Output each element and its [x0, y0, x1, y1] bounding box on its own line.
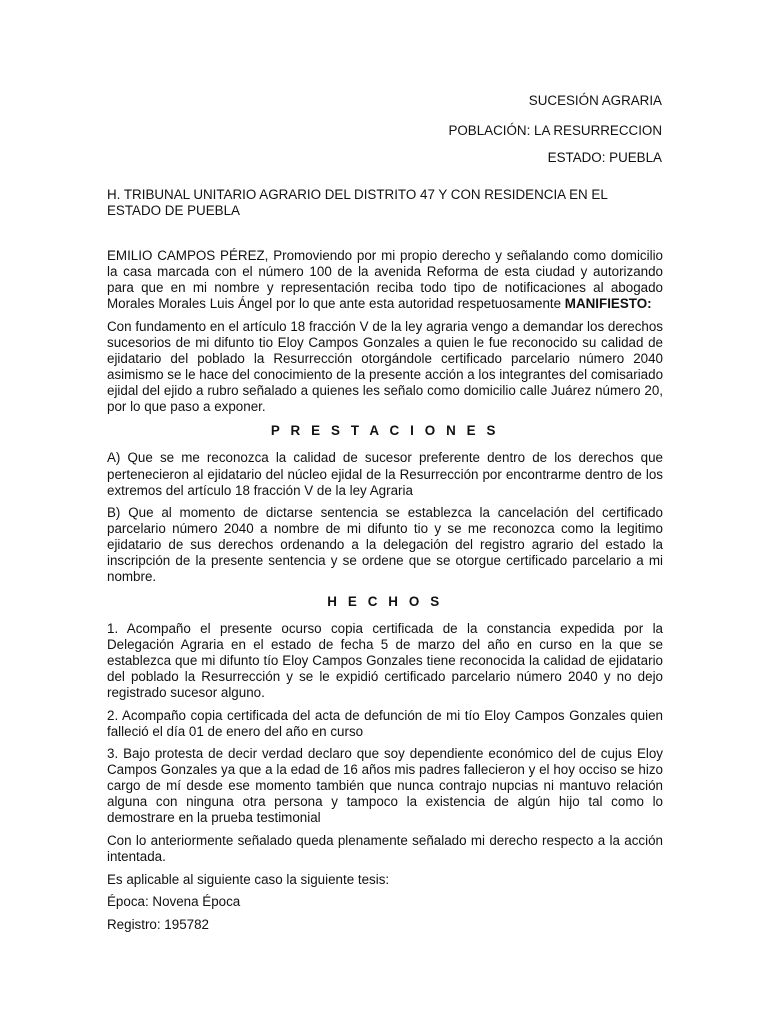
manifiesto-label: MANIFIESTO: [564, 296, 652, 312]
intro-paragraph [107, 248, 663, 312]
document-body [107, 248, 663, 939]
hecho-3: 3. Bajo protesta de decir verdad declaro que soy dependiente económico del de cujus Eloy Campos Gonzales ya que a la edad de 16 años mis padres fallecieron y el hoy occiso se hizo cargo de mí desde ese momento también que nunca contrajo nupcias ni mantuvo relación alguna con ninguna otra persona y tampoco la existencia de algún hijo tal como lo demostrare en la prueba testimonial [107, 746, 663, 826]
prestacion-b: B) Que al momento de dictarse sentencia se establezca la cancelación del certificado parcelario número 2040 a nombre de mi difunto tio y se me reconozca como la legitimo ejidatario de sus derechos ordenando a la delegación del registro agrario del estado la inscripción de la presente sentencia y se ordene que se otorgue certificado parcelario a mi nombre. [107, 505, 663, 585]
header-succession: SUCESIÓN AGRARIA [528, 93, 662, 108]
hechos-heading: H E C H O S [327, 593, 443, 609]
epoca-line: Época: Novena Época [107, 894, 241, 910]
conclusion-paragraph: Con lo anteriormente señalado queda plenamente señalado mi derecho respecto a la acción intentada. [107, 832, 663, 865]
hecho-1: 1. Acompaño el presente ocurso copia certificada de la constancia expedida por la Delegación Agraria en el estado de fecha 5 de marzo del año en curso en la que se establezca que mi difunto tío Eloy Campos Gonzales tiene reconocida la calidad de ejidatario del poblado la Resurrección y se le expidió certificado parcelario número 2040 y no dejo registrado sucesor alguno. [107, 620, 663, 701]
demand-paragraph: Con fundamento en el artículo 18 fracción V de la ley agraria vengo a demandar los derechos sucesorios de mi difunto tio Eloy Campos Gonzales a quien le fue reconocido su calidad de ejidatario del poblado la Resurrección otorgándole certificado parcelario número 2040 asimismo se le hace del conocimiento de la presente acción a los integrantes del comisariado ejidal del ejido a rubro señalado a quienes les señalo como domicilio calle Juárez número 20, por lo que paso a exponer. [107, 318, 664, 415]
court-addressee: H. TRIBUNAL UNITARIO AGRARIO DEL DISTRITO 47 Y CON RESIDENCIA EN EL ESTADO DE PUEBLA [107, 187, 608, 219]
registro-line: Registro: 195782 [107, 916, 209, 932]
intro-text: EMILIO CAMPOS PÉREZ, Promoviendo por mi propio derecho y señalando como domicilio la casa marcada con el número 100 de la avenida Reforma de esta ciudad y autorizando para que en mi nombre y representación reciba todo tipo de notificaciones al abogado Morales Morales Luis Ángel por lo que ante esta autoridad respetuosamente [107, 248, 663, 312]
tesis-intro: Es aplicable al siguiente caso la siguiente tesis: [107, 871, 390, 887]
hecho-2: 2. Acompaño copia certificada del acta de defunción de mi tío Eloy Campos Gonzales quien falleció el día 01 de enero del año en curso [107, 707, 663, 739]
header-population: POBLACIÓN: LA RESURRECCION [448, 123, 662, 138]
prestacion-a: A) Que se me reconozca la calidad de sucesor preferente dentro de los derechos que pertenecieron al ejidatario del núcleo ejidal de la Resurrección por encontrarme dentro de los extremos del artículo 18 fracción V de la ley Agraria [107, 450, 663, 498]
header-state: ESTADO: PUEBLA [547, 150, 662, 165]
prestaciones-heading: P R E S T A C I O N E S [270, 423, 500, 439]
